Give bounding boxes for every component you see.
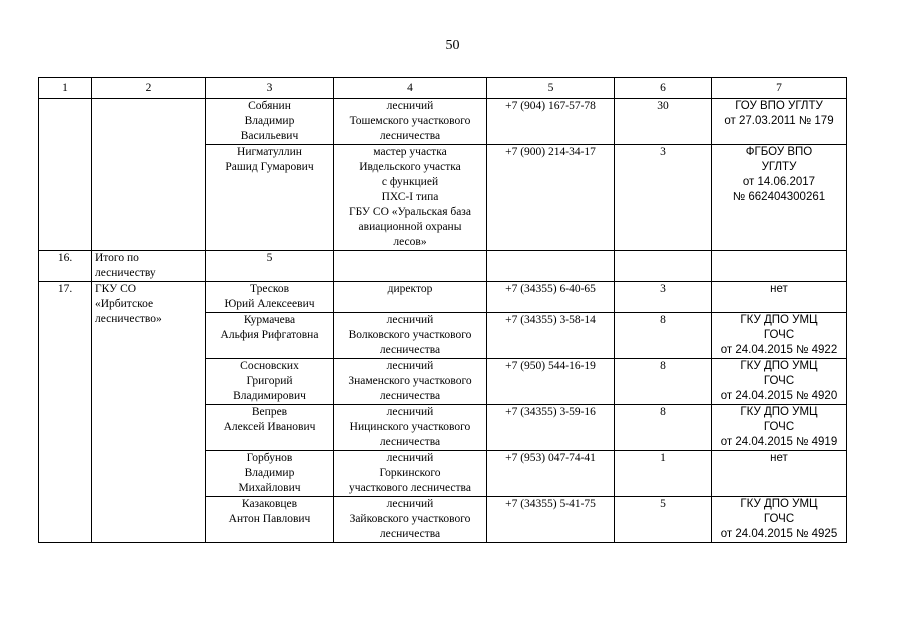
- experience-cell: 3: [615, 145, 712, 251]
- experience-cell: 8: [615, 313, 712, 359]
- organization-cell-line: Итого по: [95, 252, 139, 264]
- position-cell: [334, 99, 487, 145]
- experience-cell: 8: [615, 359, 712, 405]
- organization-cell-line: лесничеству: [95, 267, 156, 279]
- name-cell: [206, 405, 334, 451]
- phone-cell: +7 (904) 167-57-78: [487, 99, 615, 145]
- position-cell-line: Волковского участкового: [348, 329, 472, 341]
- table-row: [39, 99, 847, 145]
- name-cell-line: 5: [266, 252, 273, 264]
- experience-cell: 3: [615, 282, 712, 313]
- education-cell: [712, 251, 847, 282]
- education-cell-line: УГЛТУ: [761, 161, 797, 173]
- education-cell-line: ГОЧС: [763, 421, 795, 433]
- header-cell: 4: [334, 78, 487, 99]
- education-cell: [712, 405, 847, 451]
- experience-cell: 5: [615, 497, 712, 543]
- name-cell-line: Антон Павлович: [228, 513, 311, 525]
- position-cell-line: лесничий: [386, 314, 434, 326]
- name-cell-line: Алексей Иванович: [223, 421, 316, 433]
- name-cell-line: Васильевич: [240, 130, 299, 142]
- position-cell-line: авиационной охраны: [358, 221, 462, 233]
- position-cell-line: участкового лесничества: [349, 482, 471, 494]
- name-cell: [206, 282, 334, 313]
- organization-cell-line: «Ирбитское: [95, 298, 154, 310]
- phone-cell: +7 (34355) 5-41-75: [487, 497, 615, 543]
- organization-cell: [92, 251, 206, 282]
- education-cell-line: от 24.04.2015 № 4919: [720, 436, 838, 448]
- phone-cell: +7 (34355) 3-58-14: [487, 313, 615, 359]
- education-cell: [712, 451, 847, 497]
- education-cell-line: ГОЧС: [763, 375, 795, 387]
- education-cell: [712, 497, 847, 543]
- education-cell-line: ГОУ ВПО УГЛТУ: [735, 100, 823, 112]
- position-cell-line: лесничий: [386, 360, 434, 372]
- position-cell-line: Зайковского участкового: [349, 513, 471, 525]
- name-cell: [206, 313, 334, 359]
- position-cell: [334, 359, 487, 405]
- position-cell-line: лесничий: [386, 498, 434, 510]
- position-cell-line: лесов»: [393, 236, 427, 248]
- position-cell: [334, 313, 487, 359]
- education-cell-line: нет: [770, 283, 788, 295]
- name-cell-line: Сосновских: [240, 360, 299, 372]
- education-cell: [712, 282, 847, 313]
- header-cell: 1: [39, 78, 92, 99]
- position-cell-line: Тошемского участкового: [349, 115, 471, 127]
- phone-cell: +7 (34355) 6-40-65: [487, 282, 615, 313]
- education-cell-line: ГКУ ДПО УМЦ: [740, 314, 818, 326]
- name-cell-line: Вепрев: [251, 406, 288, 418]
- name-cell: [206, 497, 334, 543]
- page-number: 50: [445, 38, 460, 53]
- position-cell-line: лесничества: [379, 130, 441, 142]
- experience-cell: 8: [615, 405, 712, 451]
- experience-cell: 1: [615, 451, 712, 497]
- education-cell-line: № 662404300261: [732, 191, 826, 203]
- experience-cell: [615, 251, 712, 282]
- organization-cell-line: лесничество»: [95, 313, 162, 325]
- position-cell: [334, 405, 487, 451]
- education-cell-line: от 24.04.2015 № 4922: [720, 344, 838, 356]
- name-cell-line: Казаковцев: [241, 498, 298, 510]
- name-cell: [206, 359, 334, 405]
- position-cell-line: с функцией: [381, 176, 439, 188]
- education-cell: [712, 313, 847, 359]
- name-cell-line: Курмачева: [243, 314, 296, 326]
- position-cell-line: лесничий: [386, 100, 434, 112]
- education-cell-line: ФГБОУ ВПО: [745, 146, 813, 158]
- position-cell: [334, 451, 487, 497]
- staff-table: [38, 77, 847, 543]
- position-cell-line: лесничества: [379, 528, 441, 540]
- education-cell: [712, 145, 847, 251]
- name-cell-line: Альфия Рифгатовна: [220, 329, 319, 341]
- header-cell: 6: [615, 78, 712, 99]
- row-number-cell: 17.: [39, 282, 92, 543]
- education-cell-line: от 27.03.2011 № 179: [724, 115, 834, 127]
- education-cell: [712, 99, 847, 145]
- name-cell-line: Юрий Алексеевич: [224, 298, 315, 310]
- name-cell: [206, 251, 334, 282]
- name-cell-line: Владимирович: [233, 390, 306, 402]
- phone-cell: +7 (953) 047-74-41: [487, 451, 615, 497]
- name-cell: [206, 451, 334, 497]
- name-cell-line: Григорий: [246, 375, 293, 387]
- header-cell: 3: [206, 78, 334, 99]
- education-cell-line: ГОЧС: [763, 329, 795, 341]
- position-cell-line: Горкинского: [379, 467, 441, 479]
- position-cell-line: лесничий: [386, 406, 434, 418]
- phone-cell: +7 (900) 214-34-17: [487, 145, 615, 251]
- position-cell-line: мастер участка: [373, 146, 447, 158]
- phone-cell: +7 (950) 544-16-19: [487, 359, 615, 405]
- position-cell: [334, 497, 487, 543]
- table-row: [39, 251, 847, 282]
- education-cell-line: от 24.04.2015 № 4925: [720, 528, 838, 540]
- name-cell-line: Владимир: [244, 115, 295, 127]
- organization-cell: [92, 99, 206, 251]
- row-number-cell: 16.: [39, 251, 92, 282]
- education-cell-line: ГОЧС: [763, 513, 795, 525]
- position-cell-line: лесничества: [379, 344, 441, 356]
- experience-cell: 30: [615, 99, 712, 145]
- header-cell: 2: [92, 78, 206, 99]
- phone-cell: [487, 251, 615, 282]
- position-cell-line: директор: [387, 283, 433, 295]
- phone-cell: +7 (34355) 3-59-16: [487, 405, 615, 451]
- education-cell-line: от 14.06.2017: [742, 176, 816, 188]
- position-cell-line: ПХС-I типа: [381, 191, 439, 203]
- name-cell: [206, 99, 334, 145]
- position-cell-line: ГБУ СО «Уральская база: [349, 206, 471, 218]
- header-cell: 5: [487, 78, 615, 99]
- name-cell: [206, 145, 334, 251]
- row-number-cell: [39, 99, 92, 251]
- name-cell-line: Собянин: [248, 100, 291, 112]
- position-cell: [334, 251, 487, 282]
- name-cell-line: Нигматуллин: [237, 146, 302, 158]
- name-cell-line: Михайлович: [238, 482, 301, 494]
- name-cell-line: Рашид Гумарович: [225, 161, 314, 173]
- position-cell-line: Знаменского участкового: [348, 375, 472, 387]
- position-cell-line: лесничества: [379, 390, 441, 402]
- education-cell-line: от 24.04.2015 № 4920: [720, 390, 838, 402]
- position-cell-line: лесничества: [379, 436, 441, 448]
- header-cell: 7: [712, 78, 847, 99]
- education-cell-line: нет: [770, 452, 788, 464]
- education-cell-line: ГКУ ДПО УМЦ: [740, 498, 818, 510]
- education-cell-line: ГКУ ДПО УМЦ: [740, 360, 818, 372]
- table-row: [39, 282, 847, 313]
- organization-cell: [92, 282, 206, 543]
- education-cell-line: ГКУ ДПО УМЦ: [740, 406, 818, 418]
- position-cell-line: лесничий: [386, 452, 434, 464]
- position-cell: [334, 145, 487, 251]
- organization-cell-line: ГКУ СО: [95, 283, 137, 295]
- name-cell-line: Тресков: [249, 283, 289, 295]
- position-cell-line: Ивдельского участка: [359, 161, 461, 173]
- position-cell: [334, 282, 487, 313]
- name-cell-line: Владимир: [244, 467, 295, 479]
- position-cell-line: Ницинского участкового: [349, 421, 471, 433]
- header-row: [39, 78, 847, 99]
- name-cell-line: Горбунов: [246, 452, 293, 464]
- table-body: [39, 78, 847, 543]
- education-cell: [712, 359, 847, 405]
